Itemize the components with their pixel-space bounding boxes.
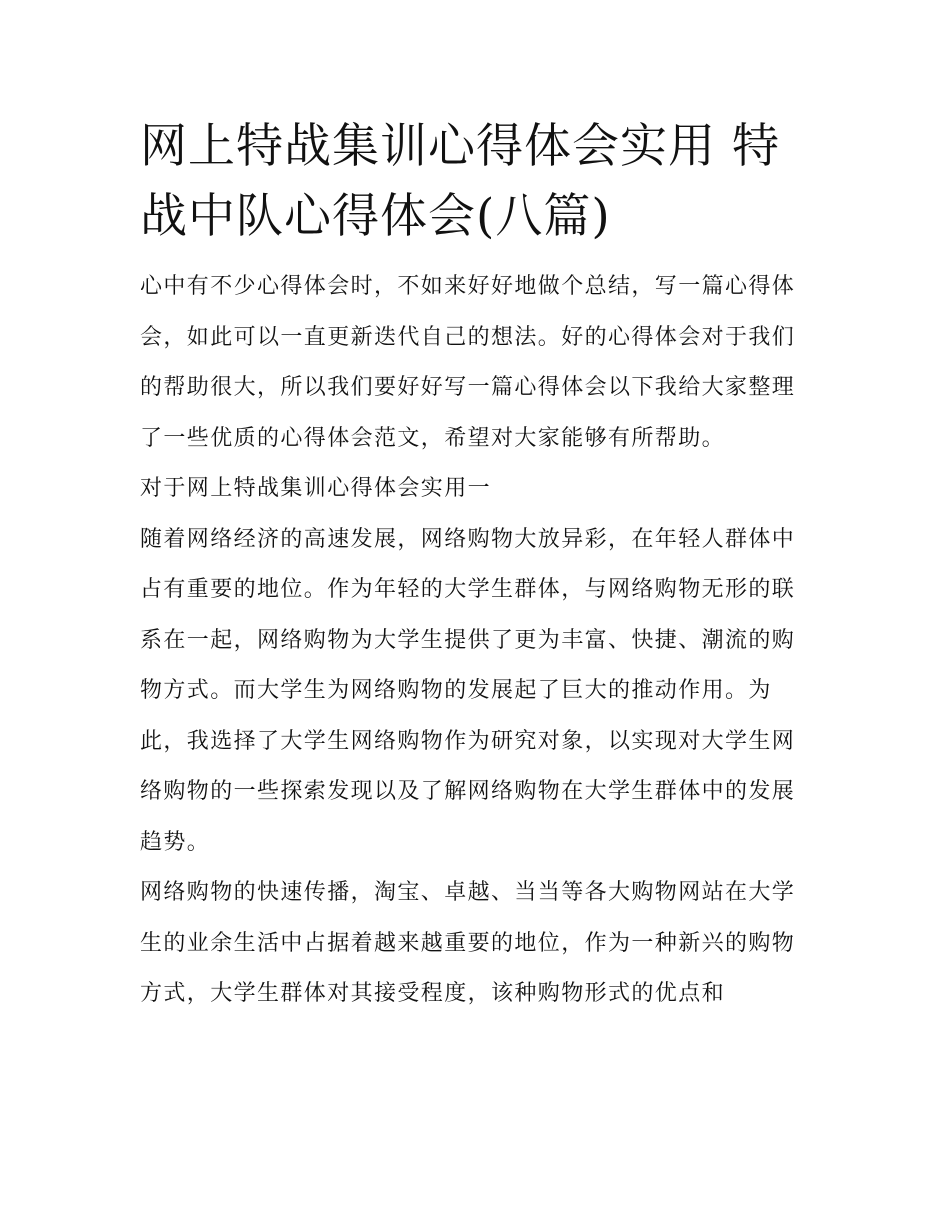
document-body [140,262,820,1020]
document-content [140,112,820,1020]
body-paragraph-2: 网络购物的快速传播，淘宝、卓越、当当等各大购物网站在大学生的业余生活中占据着越来越重要的地位，作为一种新兴的购物方式，大学生群体对其接受程度，该种购物形式的优点和 [140,880,796,1006]
body-paragraph-1: 随着网络经济的高速发展，网络购物大放异彩，在年轻人群体中占有重要的地位。作为年轻的大学生群体，与网络购物无形的联系在一起，网络购物为大学生提供了更为丰富、快捷、潮流的购物方式。而大学生为网络购物的发展起了巨大的推动作用。为此，我选择了大学生网络购物作为研究对象，以实现对大学生网络购物的一些探索发现以及了解网络购物在大学生群体中的发展趋势。 [140,526,796,855]
intro-paragraph: 心中有不少心得体会时，不如来好好地做个总结，写一篇心得体会，如此可以一直更新迭代自己的想法。好的心得体会对于我们的帮助很大，所以我们要好好写一篇心得体会以下我给大家整理了一些优质的心得体会范文，希望对大家能够有所帮助。 [140,274,796,451]
document-title: 网上特战集训心得体会实用 特战中队心得体会(八篇) [140,119,780,244]
section-heading: 对于网上特战集训心得体会实用一 [140,476,492,501]
